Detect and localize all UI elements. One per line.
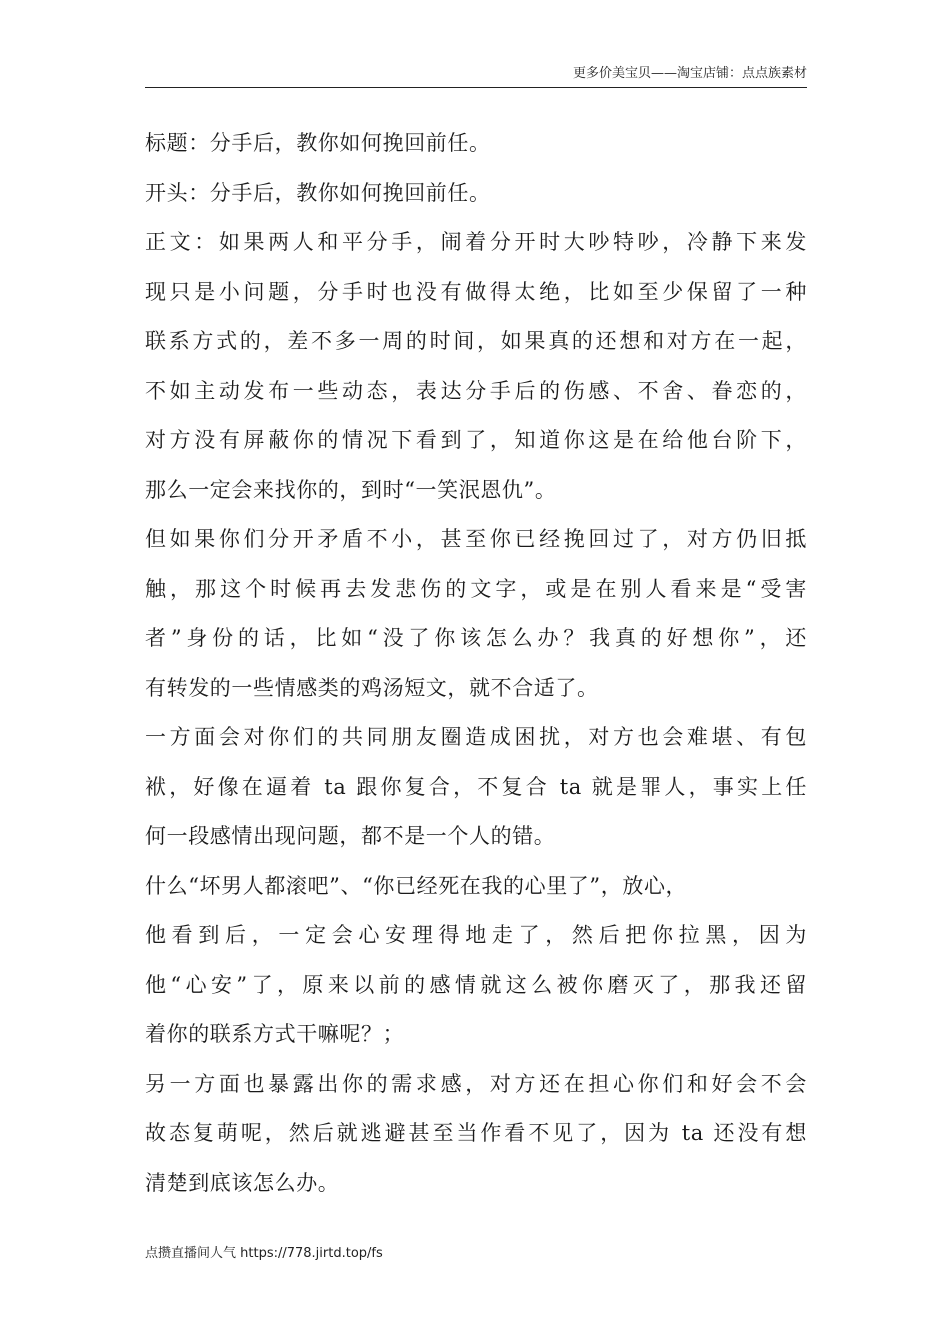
header-divider	[145, 87, 807, 88]
page-footer: 点攒直播间人气 https://778.jirtd.top/fs	[145, 1246, 383, 1261]
body-line: 者”身份的话，比如“没了你该怎么办？我真的好想你”，还	[145, 626, 807, 650]
opening-line: 开头：分手后，教你如何挽回前任。	[145, 180, 491, 205]
body-line: 联系方式的，差不多一周的时间，如果真的还想和对方在一起，	[145, 329, 807, 353]
body-line: 但如果你们分开矛盾不小，甚至你已经挽回过了，对方仍旧抵	[145, 527, 807, 551]
body-line: 对方没有屏蔽你的情况下看到了，知道你这是在给他台阶下，	[145, 428, 807, 452]
body-line: 故态复萌呢，然后就逃避甚至当作看不见了，因为 ta 还没有想	[145, 1121, 807, 1145]
body-line: 不如主动发布一些动态，表达分手后的伤感、不舍、眷恋的，	[145, 378, 807, 403]
body-line: 清楚到底该怎么办。	[145, 1170, 340, 1195]
document-body	[145, 119, 807, 1208]
body-line: 着你的联系方式干嘛呢？；	[145, 1022, 405, 1046]
body-line: 何一段感情出现问题，都不是一个人的错。	[145, 824, 556, 848]
body-line: 有转发的一些情感类的鸡汤短文，就不合适了。	[145, 675, 599, 700]
page-header: 更多价美宝贝——淘宝店铺：点点族素材	[572, 66, 807, 81]
body-line: 他看到后，一定会心安理得地走了，然后把你拉黑，因为	[145, 923, 807, 947]
body-line: 什么“坏男人都滚吧”、“你已经死在我的心里了”，放心，	[145, 873, 688, 898]
body-line: 正文：如果两人和平分手，闹着分开时大吵特吵，冷静下来发	[145, 230, 807, 254]
body-line: 触，那这个时候再去发悲伤的文字，或是在别人看来是“受害	[145, 576, 807, 601]
body-line: 另一方面也暴露出你的需求感，对方还在担心你们和好会不会	[145, 1071, 807, 1096]
body-line: 他“心安”了，原来以前的感情就这么被你磨灭了，那我还留	[145, 972, 807, 997]
body-line: 现只是小问题，分手时也没有做得太绝，比如至少保留了一种	[145, 279, 807, 304]
body-line: 一方面会对你们的共同朋友圈造成困扰，对方也会难堪、有包	[145, 725, 807, 749]
body-line: 那么一定会来找你的，到时“一笑泯恩仇”。	[145, 477, 557, 502]
title-line: 标题：分手后，教你如何挽回前任。	[145, 131, 491, 155]
body-line: 袱，好像在逼着 ta 跟你复合，不复合 ta 就是罪人，事实上任	[145, 774, 807, 799]
